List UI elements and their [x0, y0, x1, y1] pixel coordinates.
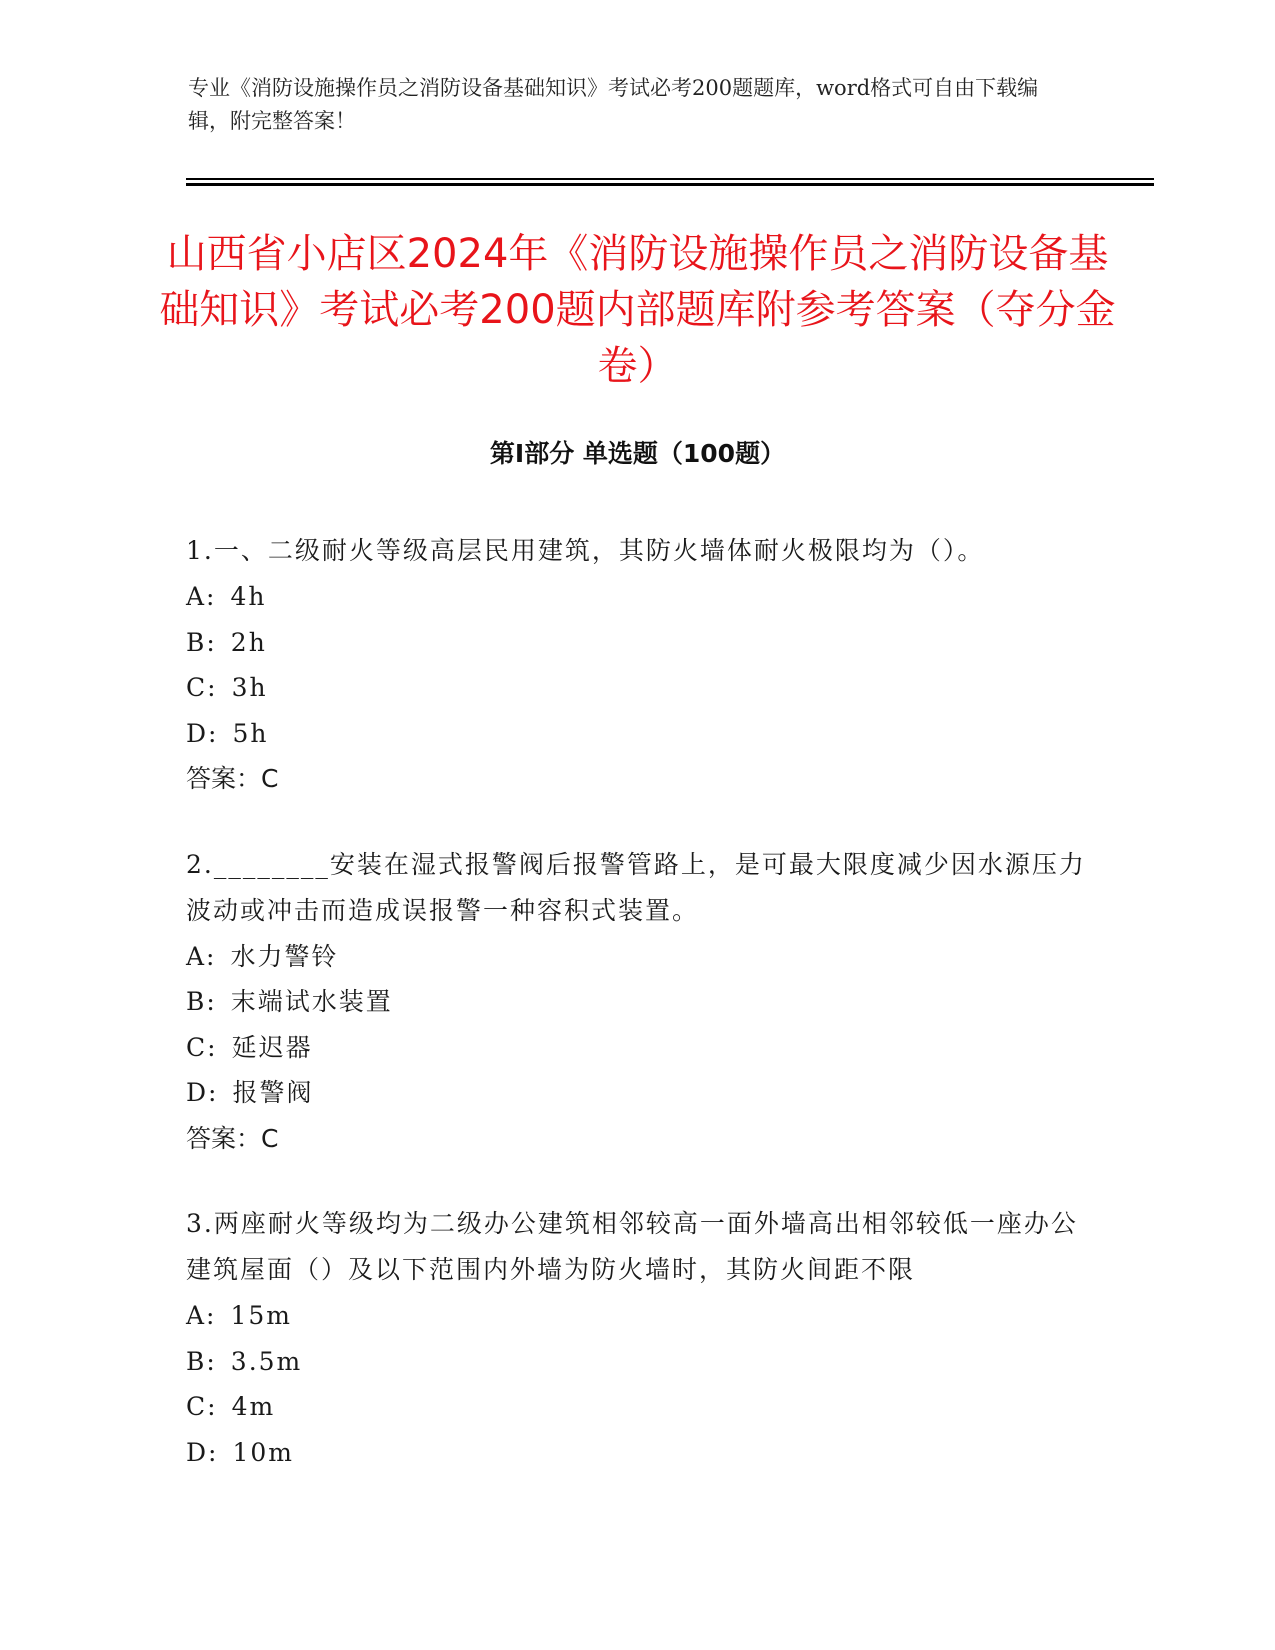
option-text: 4h: [230, 582, 267, 611]
option-label: D:: [186, 1437, 219, 1467]
option-a: [186, 934, 1086, 980]
option-label: C:: [186, 1392, 218, 1421]
section-heading: 第Ⅰ部分 单选题（100题）: [489, 439, 786, 468]
option-text: 10m: [232, 1437, 294, 1467]
answer: 答案：C: [186, 764, 279, 793]
option-text: 3.5m: [230, 1346, 303, 1376]
option-label: D:: [186, 718, 219, 748]
option-b: [186, 979, 1086, 1025]
header-divider-thick: [186, 183, 1154, 186]
option-text: 延迟器: [231, 1032, 313, 1062]
option-c: [186, 1025, 1086, 1071]
question-1: [186, 528, 1086, 802]
option-label: D:: [186, 1078, 219, 1107]
option-label: C:: [186, 673, 218, 702]
option-label: B:: [186, 987, 217, 1016]
answer: 答案：C: [186, 1123, 279, 1153]
question-text: 2.________安装在湿式报警阀后报警管路上，是可最大限度减少因水源压力波动或冲击而造成误报警一种容积式装置。: [186, 849, 1086, 925]
question-3: [186, 1201, 1086, 1475]
option-a: [186, 1293, 1086, 1339]
option-label: C:: [186, 1032, 218, 1062]
option-text: 5h: [232, 718, 269, 748]
option-b: [186, 620, 1086, 666]
option-c: [186, 1384, 1086, 1430]
option-label: B:: [186, 1346, 217, 1376]
option-c: [186, 665, 1086, 711]
question-2: [186, 842, 1086, 1162]
option-b: [186, 1339, 1086, 1385]
question-text: 1.一、二级耐火等级高层民用建筑，其防火墙体耐火极限均为（）。: [186, 536, 985, 565]
header-divider-thin: [186, 178, 1154, 180]
header-note: 专业《消防设施操作员之消防设备基础知识》考试必考200题题库，word格式可自由下载编辑，附完整答案！: [188, 76, 1039, 133]
option-text: 2h: [230, 627, 267, 657]
option-text: 4m: [231, 1392, 276, 1421]
option-d: [186, 1430, 1086, 1476]
option-label: A:: [186, 1301, 217, 1330]
option-label: A:: [186, 582, 217, 611]
option-text: 15m: [230, 1301, 293, 1330]
option-label: B:: [186, 627, 217, 657]
option-text: 报警阀: [232, 1078, 314, 1107]
option-a: [186, 574, 1086, 620]
option-label: A:: [186, 941, 217, 971]
option-text: 水力警铃: [230, 941, 339, 971]
option-d: [186, 711, 1086, 757]
question-list: [186, 528, 1086, 1515]
option-text: 末端试水装置: [230, 987, 393, 1016]
option-d: [186, 1070, 1086, 1116]
question-text: 3.两座耐火等级均为二级办公建筑相邻较高一面外墙高出相邻较低一座办公建筑屋面（）及以下范围内外墙为防火墙时，其防火间距不限: [186, 1209, 1078, 1284]
option-text: 3h: [231, 673, 268, 702]
document-title: 山西省小店区2024年《消防设施操作员之消防设备基础知识》考试必考200题内部题库附参考答案（夺分金卷）: [159, 231, 1116, 389]
